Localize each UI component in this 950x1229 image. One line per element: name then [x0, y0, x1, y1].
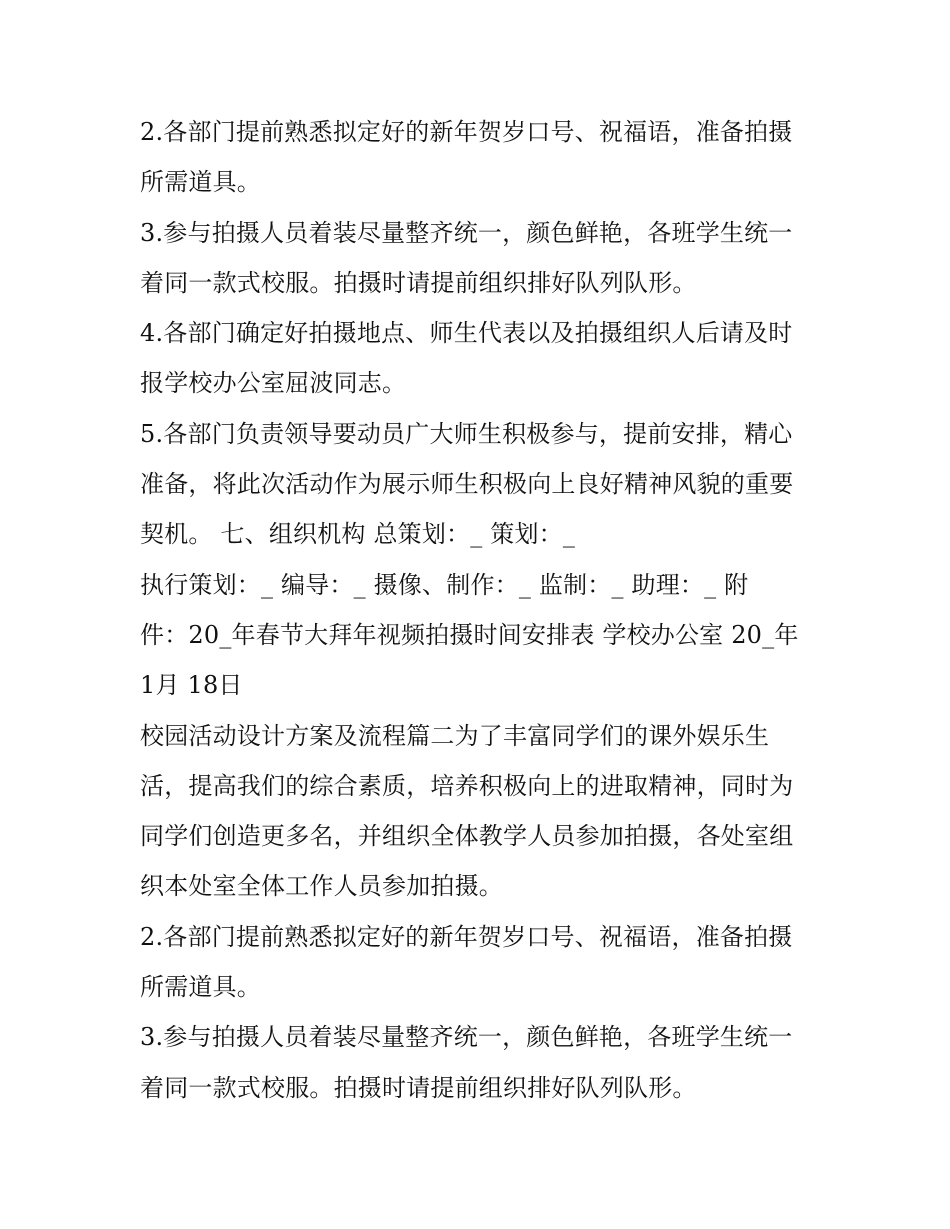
text-line: 同学们创造更多名，并组织全体教学人员参加拍摄，各处室组 [140, 822, 794, 851]
text-line: 1月 18日 [140, 671, 243, 700]
text-line: 所需道具。 [140, 168, 261, 197]
text-line: 3.参与拍摄人员着装尽量整齐统一，颜色鲜艳，各班学生统一 [140, 1023, 793, 1052]
text-line: 2.各部门提前熟悉拟定好的新年贺岁口号、祝福语，准备拍摄 [140, 118, 793, 146]
text-line: 报学校办公室屈波同志。 [140, 369, 407, 398]
text-line: 执行策划：_ 编导：_ 摄像、制作：_ 监制：_ 助理：_ 附 [140, 570, 749, 599]
text-line: 5.各部门负责领导要动员广大师生积极参与，提前安排，精心 [140, 419, 793, 448]
text-line: 3.参与拍摄人员着装尽量整齐统一，颜色鲜艳，各班学生统一 [140, 218, 793, 247]
text-line: 件：20_年春节大拜年视频拍摄时间安排表 学校办公室 20_年 [140, 620, 799, 649]
text-line: 活，提高我们的综合素质，培养积极向上的进取精神，同时为 [140, 771, 794, 800]
text-line: 着同一款式校服。拍摄时请提前组织排好队列队形。 [140, 268, 697, 297]
text-line: 校园活动设计方案及流程篇二为了丰富同学们的课外娱乐生 [140, 721, 770, 750]
text-line: 2.各部门提前熟悉拟定好的新年贺岁口号、祝福语，准备拍摄 [140, 922, 793, 951]
body-text [140, 107, 820, 1113]
text-line: 织本处室全体工作人员参加拍摄。 [140, 872, 503, 901]
text-line: 着同一款式校服。拍摄时请提前组织排好队列队形。 [140, 1073, 697, 1102]
text-line: 契机。 七、组织机构 总策划：_ 策划：_ [140, 520, 576, 549]
text-line: 所需道具。 [140, 973, 261, 1002]
text-line: 4.各部门确定好拍摄地点、师生代表以及拍摄组织人后请及时 [140, 319, 793, 348]
text-line: 准备，将此次活动作为展示师生积极向上良好精神风貌的重要 [140, 470, 794, 499]
